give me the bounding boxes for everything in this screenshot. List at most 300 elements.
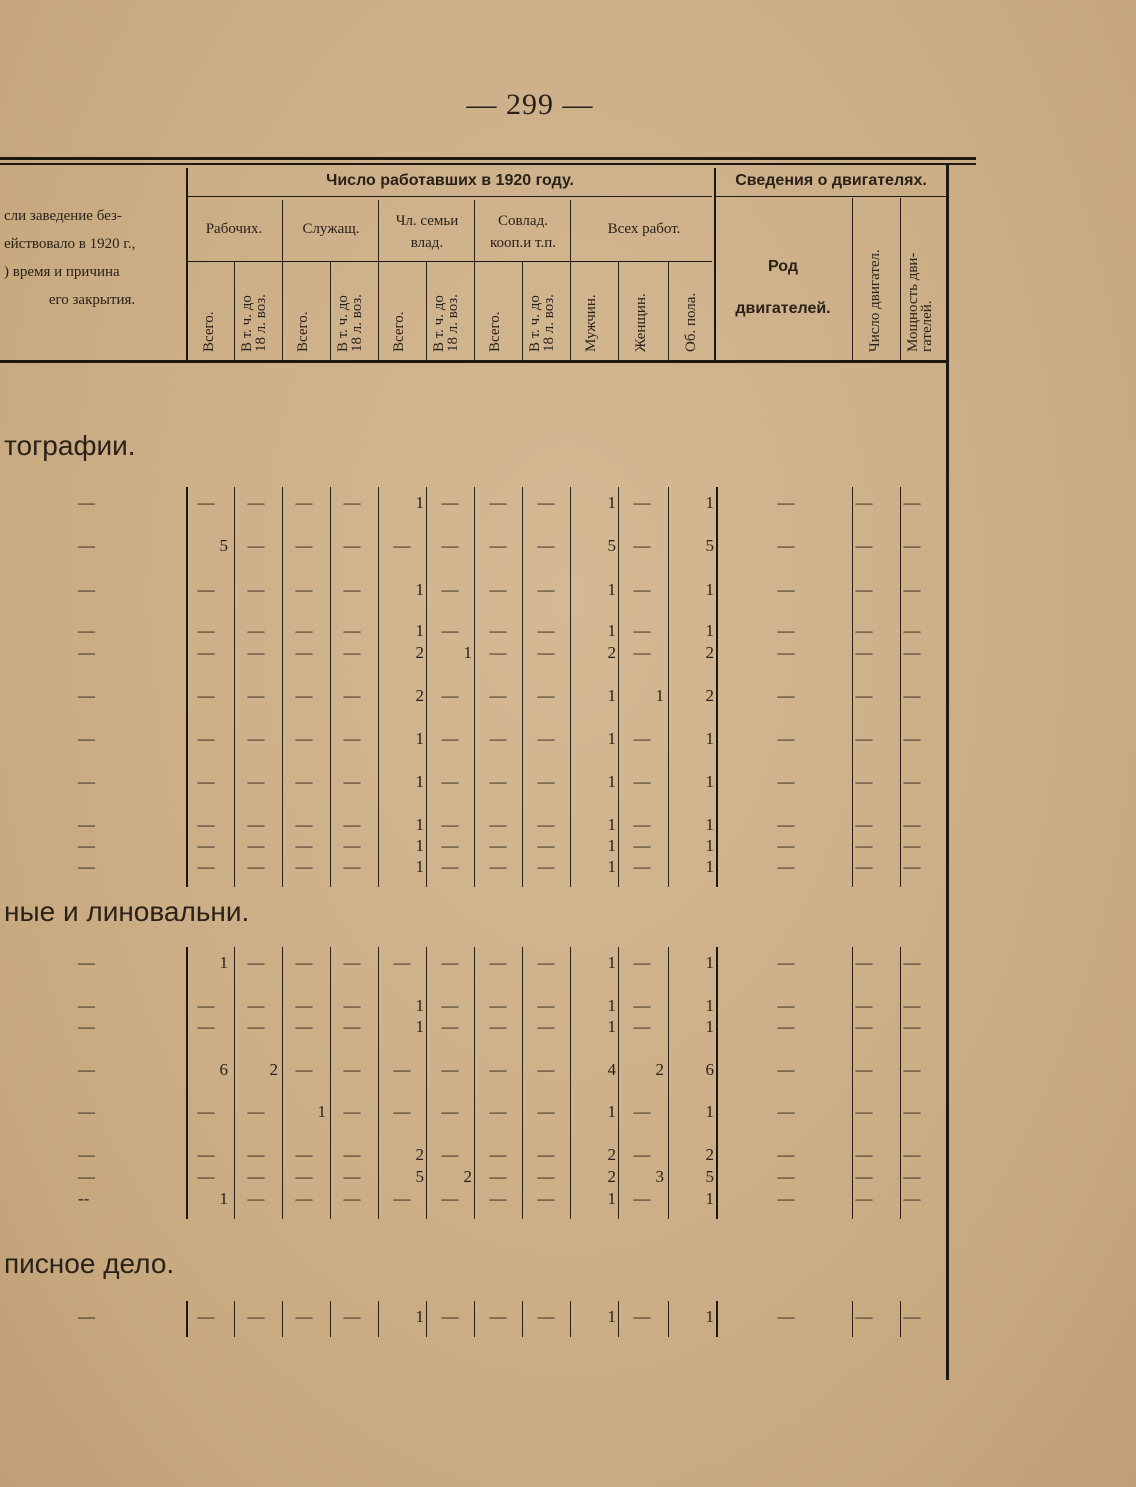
table-cell: — xyxy=(343,953,361,972)
table-cell: 1 xyxy=(415,857,424,876)
header-family-line2: влад. xyxy=(410,235,444,251)
header-coowners-line2: кооп.и т.п. xyxy=(489,235,557,251)
body-vline-1-6 xyxy=(522,947,523,1219)
table-cell: 1 xyxy=(415,621,424,640)
table-cell: — xyxy=(903,621,921,640)
rot-minor-2-line1: 18 л. воз. xyxy=(445,294,461,352)
row-left-dash: — xyxy=(78,1167,95,1186)
rot-total-1 xyxy=(296,311,310,352)
rot-minor-1 xyxy=(336,294,364,352)
table-cell: — xyxy=(343,1189,361,1208)
rot-engine-count-line0: Число двигател. xyxy=(867,249,883,352)
table-cell: — xyxy=(247,686,265,705)
table-cell: 1 xyxy=(705,815,714,834)
body-vline-0-4 xyxy=(426,487,427,887)
header-all-workers: Всех работ. xyxy=(607,221,681,237)
table-cell: — xyxy=(489,1145,507,1164)
table-cell: 1 xyxy=(705,1307,714,1326)
table-cell: — xyxy=(537,857,555,876)
body-vline-1-3 xyxy=(378,947,379,1219)
table-cell: — xyxy=(393,1102,411,1121)
body-vline-2-4 xyxy=(426,1301,427,1337)
rot-total-2 xyxy=(392,311,406,352)
table-cell: — xyxy=(633,643,651,662)
body-vline-0-6 xyxy=(522,487,523,887)
table-cell: 1 xyxy=(705,996,714,1015)
table-cell: — xyxy=(777,1145,795,1164)
table-cell: — xyxy=(633,1189,651,1208)
row-left-dash: — xyxy=(78,1307,95,1326)
table-cell: — xyxy=(489,686,507,705)
top-rule-2 xyxy=(0,163,976,165)
table-cell: — xyxy=(489,536,507,555)
hdr-vline-group-0 xyxy=(282,200,283,360)
table-cell: — xyxy=(441,1060,459,1079)
table-cell: — xyxy=(633,729,651,748)
table-cell: — xyxy=(633,857,651,876)
table-cell: — xyxy=(343,1060,361,1079)
table-cell: — xyxy=(343,772,361,791)
table-cell: 3 xyxy=(655,1167,664,1186)
header-family xyxy=(380,210,474,254)
table-cell: — xyxy=(247,1307,265,1326)
table-cell: — xyxy=(537,621,555,640)
row-left-dash: — xyxy=(78,729,95,748)
header-left-line-2: ) время и причина xyxy=(4,264,120,280)
table-cell: — xyxy=(903,493,921,512)
table-cell: — xyxy=(903,536,921,555)
header-engine-kind xyxy=(716,246,850,330)
table-cell: 1 xyxy=(607,996,616,1015)
rot-minor-1-line1: 18 л. воз. xyxy=(349,294,365,352)
hdr-vline-engines xyxy=(714,168,716,362)
table-cell: — xyxy=(197,996,215,1015)
table-cell: 1 xyxy=(705,493,714,512)
table-cell: — xyxy=(343,1017,361,1036)
table-cell: 1 xyxy=(607,815,616,834)
table-cell: 1 xyxy=(607,953,616,972)
section-title-2: писное дело. xyxy=(4,1248,175,1279)
table-cell: — xyxy=(197,493,215,512)
table-cell: — xyxy=(777,836,795,855)
rot-minor-2-line0: В т. ч. до xyxy=(431,295,447,352)
table-cell: — xyxy=(247,729,265,748)
table-cell: 1 xyxy=(607,836,616,855)
table-cell: — xyxy=(537,953,555,972)
rot-both-line0: Об. пола. xyxy=(683,292,699,352)
table-cell: 2 xyxy=(655,1060,664,1079)
rot-men-line0: Мужчин. xyxy=(583,294,599,352)
table-cell: — xyxy=(537,1017,555,1036)
table-cell: — xyxy=(903,1167,921,1186)
rot-men xyxy=(584,294,598,352)
table-cell: — xyxy=(537,729,555,748)
table-cell: — xyxy=(247,1167,265,1186)
header-sub-underline xyxy=(188,261,712,262)
table-cell: 1 xyxy=(415,1307,424,1326)
row-left-dash: — xyxy=(78,857,95,876)
table-cell: 1 xyxy=(415,1017,424,1036)
table-cell: — xyxy=(537,1060,555,1079)
table-cell: — xyxy=(343,1145,361,1164)
rot-women-line0: Женщин. xyxy=(633,293,649,352)
rot-minor-0 xyxy=(240,294,268,352)
table-cell: — xyxy=(777,1307,795,1326)
row-left-dash: — xyxy=(78,580,95,599)
header-left-line-0: сли заведение без- xyxy=(4,208,122,224)
table-cell: — xyxy=(295,729,313,748)
table-cell: — xyxy=(295,536,313,555)
table-cell: — xyxy=(441,1102,459,1121)
table-cell: — xyxy=(903,580,921,599)
hdr-vline-sub-2 xyxy=(426,262,427,360)
table-cell: 1 xyxy=(463,643,472,662)
row-left-dash: — xyxy=(78,1060,95,1079)
table-cell: — xyxy=(633,836,651,855)
rot-minor-1-line0: В т. ч. до xyxy=(335,295,351,352)
table-cell: — xyxy=(489,1017,507,1036)
table-cell: — xyxy=(903,729,921,748)
table-cell: — xyxy=(489,836,507,855)
table-cell: 1 xyxy=(705,836,714,855)
table-cell: — xyxy=(197,1307,215,1326)
table-cell: — xyxy=(343,836,361,855)
table-cell: 1 xyxy=(705,1102,714,1121)
table-cell: — xyxy=(855,1017,873,1036)
hdr-vline-main xyxy=(186,168,188,362)
table-cell: — xyxy=(441,621,459,640)
row-left-dash: — xyxy=(78,643,95,662)
table-cell: — xyxy=(393,953,411,972)
rot-engine-power-line1: гателей. xyxy=(919,300,935,352)
table-cell: — xyxy=(197,580,215,599)
rot-minor-0-line1: 18 л. воз. xyxy=(253,294,269,352)
table-cell: — xyxy=(537,1167,555,1186)
section-title-1: ные и линовальни. xyxy=(4,896,250,927)
rot-minor-3-line0: В т. ч. до xyxy=(527,295,543,352)
section-title-0: тографии. xyxy=(4,430,136,461)
row-left-dash: — xyxy=(78,1145,95,1164)
body-vline-engines-2 xyxy=(716,1301,718,1337)
table-cell: — xyxy=(247,493,265,512)
table-cell: 1 xyxy=(705,729,714,748)
table-cell: — xyxy=(537,1189,555,1208)
table-cell: — xyxy=(777,815,795,834)
table-cell: 1 xyxy=(705,953,714,972)
rot-engine-power-line0: Мощность дви- xyxy=(905,252,921,352)
table-cell: — xyxy=(489,621,507,640)
table-cell: — xyxy=(441,686,459,705)
table-cell: — xyxy=(295,996,313,1015)
rot-minor-2 xyxy=(432,294,460,352)
rot-engine-power xyxy=(906,253,934,352)
table-cell: — xyxy=(441,493,459,512)
table-cell: 1 xyxy=(705,1189,714,1208)
right-border xyxy=(946,165,949,1380)
body-vline-1-7 xyxy=(570,947,571,1219)
table-cell: — xyxy=(537,1145,555,1164)
table-cell: — xyxy=(537,643,555,662)
table-cell: — xyxy=(247,1102,265,1121)
table-cell: — xyxy=(343,580,361,599)
table-cell: — xyxy=(197,815,215,834)
table-cell: 2 xyxy=(607,1167,616,1186)
table-cell: — xyxy=(855,815,873,834)
table-cell: — xyxy=(537,1307,555,1326)
table-cell: — xyxy=(633,580,651,599)
table-cell: — xyxy=(537,772,555,791)
table-cell: — xyxy=(537,815,555,834)
table-cell: 5 xyxy=(705,536,714,555)
table-cell: 2 xyxy=(607,643,616,662)
table-cell: 1 xyxy=(607,621,616,640)
body-vline-engines-1 xyxy=(716,947,718,1219)
table-cell: — xyxy=(197,1145,215,1164)
table-cell: 1 xyxy=(607,1307,616,1326)
table-cell: — xyxy=(343,1307,361,1326)
rot-both xyxy=(684,293,698,352)
table-cell: — xyxy=(247,857,265,876)
rot-women xyxy=(634,293,648,352)
row-left-dash: -- xyxy=(78,1189,90,1208)
table-cell: — xyxy=(903,1017,921,1036)
table-cell: — xyxy=(197,1017,215,1036)
top-rule xyxy=(0,157,976,160)
header-engine-kind-line1: Род xyxy=(768,258,798,275)
hdr-vline-group-2 xyxy=(474,200,475,360)
hdr-vline-sub-5 xyxy=(668,262,669,360)
hdr-vline-group-1 xyxy=(378,200,379,360)
table-cell: — xyxy=(903,857,921,876)
table-cell: — xyxy=(777,1102,795,1121)
table-cell: — xyxy=(633,1017,651,1036)
table-cell: — xyxy=(343,729,361,748)
table-cell: 1 xyxy=(317,1102,326,1121)
table-cell: 1 xyxy=(607,772,616,791)
body-vline-0-9 xyxy=(668,487,669,887)
table-cell: — xyxy=(247,621,265,640)
table-cell: — xyxy=(855,857,873,876)
page-number: — 299 — xyxy=(466,88,594,121)
rot-total-1-line0: Всего. xyxy=(295,311,311,352)
header-left-line-1: ействовало в 1920 г., xyxy=(4,236,136,252)
table-cell: — xyxy=(537,996,555,1015)
table-cell: — xyxy=(855,1307,873,1326)
rot-minor-3 xyxy=(528,294,556,352)
table-cell: — xyxy=(197,686,215,705)
header-coowners xyxy=(476,210,570,254)
rot-minor-3-line1: 18 л. воз. xyxy=(541,294,557,352)
table-cell: — xyxy=(247,580,265,599)
table-cell: 2 xyxy=(607,1145,616,1164)
table-cell: — xyxy=(295,836,313,855)
table-cell: 1 xyxy=(415,772,424,791)
table-cell: 1 xyxy=(705,772,714,791)
table-cell: — xyxy=(489,857,507,876)
table-cell: — xyxy=(633,996,651,1015)
table-cell: — xyxy=(343,493,361,512)
table-cell: 5 xyxy=(415,1167,424,1186)
row-left-dash: — xyxy=(78,996,95,1015)
table-cell: — xyxy=(393,1189,411,1208)
table-cell: 2 xyxy=(269,1060,278,1079)
rot-total-0-line0: Всего. xyxy=(201,311,217,352)
table-cell: 6 xyxy=(219,1060,228,1079)
table-cell: — xyxy=(393,1060,411,1079)
table-cell: — xyxy=(343,536,361,555)
table-cell: 6 xyxy=(705,1060,714,1079)
table-cell: — xyxy=(777,772,795,791)
table-cell: — xyxy=(777,621,795,640)
table-cell: — xyxy=(777,580,795,599)
table-cell: — xyxy=(489,1307,507,1326)
table-cell: — xyxy=(343,815,361,834)
table-cell: — xyxy=(441,1145,459,1164)
table-cell: — xyxy=(903,686,921,705)
table-cell: — xyxy=(489,643,507,662)
table-cell: — xyxy=(343,1167,361,1186)
body-vline-0-7 xyxy=(570,487,571,887)
table-cell: — xyxy=(247,1017,265,1036)
table-cell: 5 xyxy=(607,536,616,555)
table-cell: — xyxy=(489,1189,507,1208)
table-cell: — xyxy=(537,493,555,512)
table-cell: — xyxy=(295,953,313,972)
body-vline-0-5 xyxy=(474,487,475,887)
table-cell: — xyxy=(247,815,265,834)
table-cell: 1 xyxy=(219,1189,228,1208)
rot-total-0 xyxy=(202,311,216,352)
table-cell: — xyxy=(295,580,313,599)
rot-minor-0-line0: В т. ч. до xyxy=(239,295,255,352)
table-cell: — xyxy=(855,1060,873,1079)
table-cell: 2 xyxy=(415,1145,424,1164)
hdr-vline-sub-0 xyxy=(234,262,235,360)
table-cell: 1 xyxy=(607,729,616,748)
rot-total-2-line0: Всего. xyxy=(391,311,407,352)
table-cell: 1 xyxy=(607,686,616,705)
table-cell: 1 xyxy=(415,836,424,855)
table-cell: — xyxy=(295,1189,313,1208)
row-left-dash: — xyxy=(78,953,95,972)
table-cell: — xyxy=(855,580,873,599)
header-family-line1: Чл. семьи xyxy=(395,213,459,229)
table-cell: — xyxy=(777,493,795,512)
table-cell: — xyxy=(295,857,313,876)
table-cell: — xyxy=(855,643,873,662)
row-left-dash: — xyxy=(78,493,95,512)
table-cell: — xyxy=(537,536,555,555)
header-group-underline xyxy=(188,196,712,197)
table-cell: — xyxy=(633,536,651,555)
table-cell: — xyxy=(855,536,873,555)
table-cell: — xyxy=(295,686,313,705)
table-cell: 1 xyxy=(607,580,616,599)
table-cell: 2 xyxy=(463,1167,472,1186)
row-left-dash: — xyxy=(78,1017,95,1036)
table-cell: — xyxy=(489,729,507,748)
table-cell: — xyxy=(489,493,507,512)
body-vline-2-9 xyxy=(668,1301,669,1337)
table-cell: 1 xyxy=(705,857,714,876)
table-cell: — xyxy=(489,580,507,599)
table-cell: — xyxy=(441,953,459,972)
table-cell: — xyxy=(855,1167,873,1186)
hdr-vline-eng-1 xyxy=(900,198,901,360)
table-cell: — xyxy=(441,536,459,555)
table-cell: — xyxy=(777,1189,795,1208)
table-cell: — xyxy=(903,953,921,972)
body-vline-1-8 xyxy=(618,947,619,1219)
table-cell: — xyxy=(295,815,313,834)
table-cell: — xyxy=(343,621,361,640)
table-cell: — xyxy=(441,1189,459,1208)
hdr-vline-sub-4 xyxy=(618,262,619,360)
table-cell: — xyxy=(197,729,215,748)
table-cell: — xyxy=(903,815,921,834)
table-cell: — xyxy=(343,643,361,662)
table-cell: — xyxy=(247,1189,265,1208)
table-cell: — xyxy=(777,1167,795,1186)
table-cell: 1 xyxy=(705,1017,714,1036)
table-cell: — xyxy=(777,1017,795,1036)
table-cell: — xyxy=(343,857,361,876)
table-cell: — xyxy=(777,996,795,1015)
table-cell: — xyxy=(855,836,873,855)
table-cell: 2 xyxy=(705,686,714,705)
header-coowners-line1: Совлад. xyxy=(498,213,548,229)
table-cell: — xyxy=(343,996,361,1015)
table-cell: — xyxy=(295,1167,313,1186)
table-cell: — xyxy=(247,953,265,972)
body-vline-0-3 xyxy=(378,487,379,887)
header-engines-underline xyxy=(716,196,946,197)
table-cell: — xyxy=(633,493,651,512)
table-cell: — xyxy=(441,857,459,876)
body-vline-2-8 xyxy=(618,1301,619,1337)
table-cell: — xyxy=(489,1167,507,1186)
table-cell: — xyxy=(855,621,873,640)
table-cell: — xyxy=(777,729,795,748)
table-cell: — xyxy=(855,996,873,1015)
header-left-line-3: его закрытия. xyxy=(48,292,136,308)
header-clerks: Служащ. xyxy=(302,221,360,237)
table-cell: — xyxy=(855,729,873,748)
table-cell: — xyxy=(855,493,873,512)
table-cell: — xyxy=(855,1189,873,1208)
table-cell: — xyxy=(777,953,795,972)
row-left-dash: — xyxy=(78,621,95,640)
table-cell: — xyxy=(903,1102,921,1121)
body-vline-2-3 xyxy=(378,1301,379,1337)
table-cell: — xyxy=(197,857,215,876)
table-cell: — xyxy=(777,686,795,705)
header-workers-group: Число работавших в 1920 году. xyxy=(326,172,574,189)
table-cell: — xyxy=(295,621,313,640)
table-cell: — xyxy=(343,686,361,705)
table-cell: 1 xyxy=(705,621,714,640)
table-cell: — xyxy=(855,772,873,791)
table-cell: — xyxy=(537,1102,555,1121)
table-cell: — xyxy=(633,621,651,640)
table-cell: — xyxy=(441,580,459,599)
body-vline-1-5 xyxy=(474,947,475,1219)
table-cell: 1 xyxy=(415,996,424,1015)
table-cell: — xyxy=(441,729,459,748)
table-cell: — xyxy=(489,1102,507,1121)
row-left-dash: — xyxy=(78,1102,95,1121)
table-cell: — xyxy=(295,772,313,791)
